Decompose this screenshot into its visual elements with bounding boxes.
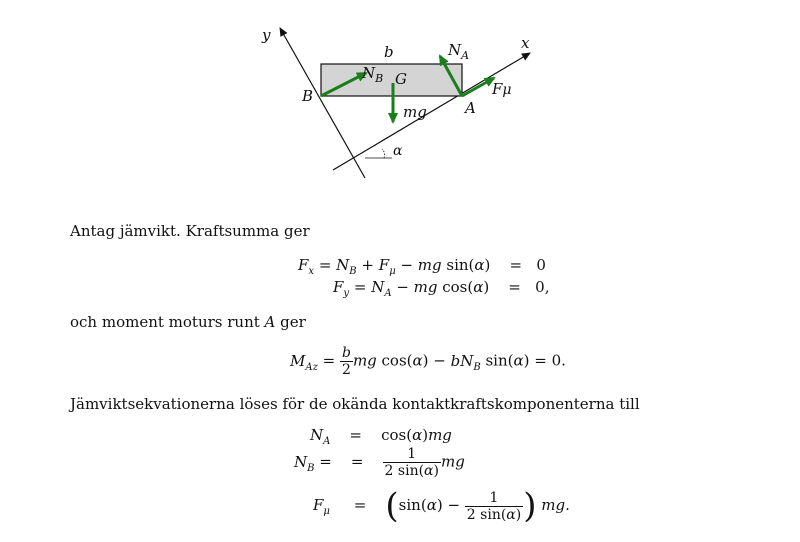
solution-nb: $N_B$ = = $\frac{1}{2 \sin(\alpha)}$ mg (294, 446, 465, 479)
paragraph-equilibrium: Antag jämvikt. Kraftsumma ger (70, 222, 310, 240)
label-force-nb: $N_B$ (362, 64, 384, 85)
label-force-na: $N_A$ (448, 41, 470, 62)
equation-fx: $F_x = N_B + F_\mu$ − mg sin(α) = 0 (298, 256, 546, 277)
y-axis-line (280, 28, 365, 178)
label-length-b: b (384, 43, 394, 61)
label-angle-alpha: α (393, 143, 403, 159)
paragraph-moment-part2: ger (275, 313, 306, 331)
label-point-b: B (302, 87, 314, 105)
paragraph-moment-var: A (264, 313, 276, 331)
label-force-mg: mg (403, 103, 427, 121)
paragraph-moment-part1: och moment moturs runt (70, 313, 265, 331)
label-point-a: A (465, 99, 476, 117)
equation-fy: $F_y = N_A$ − mg cos(α) = 0, (333, 278, 550, 299)
label-axis-x: x (521, 34, 530, 52)
angle-arc (382, 149, 385, 158)
solution-fmu: $F_\mu$ = (sin(α) − $\frac{1}{2 \sin(\alpha)}$ ) mg. (313, 486, 570, 526)
solution-na: $N_A$ = cos(α)mg (310, 426, 452, 447)
paragraph-moment (70, 313, 306, 331)
label-force-fmu: Fμ (492, 80, 512, 98)
paragraph-solution: Jämviktsekvationerna löses för de okända kontaktkraftskomponenterna till (70, 395, 640, 413)
label-axis-y: y (262, 26, 271, 44)
force-arrow-fmu (462, 78, 494, 96)
free-body-diagram (0, 0, 800, 200)
label-center-g: G (395, 70, 407, 88)
equation-moment: $M_{Az}$ = $\frac{b}{2}$ mg $\cos(\alpha) - bN_B$ sin(α) = 0. (290, 345, 566, 378)
